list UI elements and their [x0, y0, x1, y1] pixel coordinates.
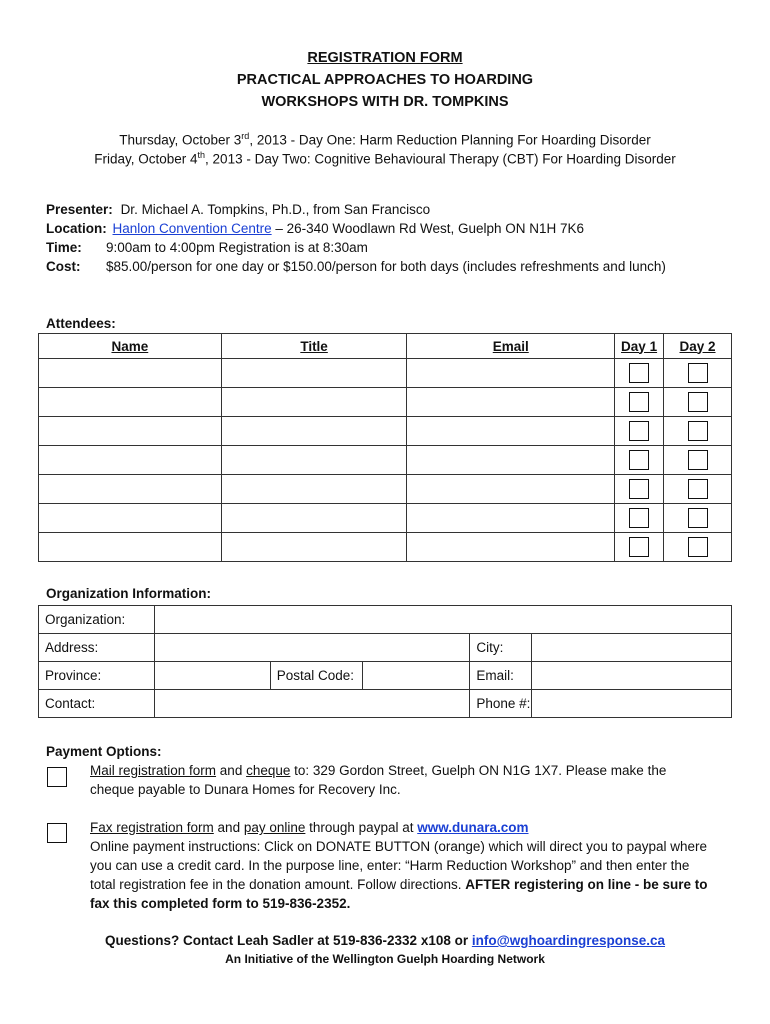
attendee-name-field[interactable]: [39, 446, 222, 475]
dunara-link[interactable]: www.dunara.com: [417, 820, 529, 835]
attendee-row: [39, 417, 732, 446]
attendee-title-field[interactable]: [221, 359, 407, 388]
attendees-label: Attendees:: [46, 316, 116, 331]
column-name: Name: [39, 334, 222, 359]
mail-option-line1: Mail registration form and cheque to: 329 Gordon Street, Guelph ON N1G 1X7. Please make the: [90, 763, 667, 778]
attendee-title-field[interactable]: [221, 475, 407, 504]
day1-checkbox[interactable]: [629, 537, 649, 557]
online-option-line1: Fax registration form and pay online through paypal at www.dunara.com: [90, 820, 529, 835]
mail-payment-checkbox[interactable]: [47, 767, 67, 787]
location-row: Location: Hanlon Convention Centre – 26-340 Woodlawn Rd West, Guelph ON N1H 7K6: [46, 221, 585, 236]
day2-checkbox[interactable]: [688, 363, 708, 383]
online-payment-checkbox[interactable]: [47, 823, 67, 843]
day2-line: Friday, October 4th, 2013 - Day Two: Cognitive Behavioural Therapy (CBT) For Hoarding Disorder: [94, 150, 676, 167]
attendee-title-field[interactable]: [221, 388, 407, 417]
presenter-row: Presenter: Dr. Michael A. Tompkins, Ph.D., from San Francisco: [46, 202, 431, 217]
day1-checkbox[interactable]: [629, 363, 649, 383]
attendee-email-field[interactable]: [407, 504, 615, 533]
day1-checkbox[interactable]: [629, 392, 649, 412]
day1-checkbox[interactable]: [629, 508, 649, 528]
column-title: Title: [221, 334, 407, 359]
time-row: Time: 9:00am to 4:00pm Registration is at 8:30am: [46, 240, 368, 255]
questions-line: Questions? Contact Leah Sadler at 519-836-2332 x108 or info@wghoardingresponse.ca: [104, 933, 666, 948]
attendee-email-field[interactable]: [407, 475, 615, 504]
email-label: Email:: [470, 662, 532, 690]
attendee-row: [39, 504, 732, 533]
organization-label: Organization:: [39, 606, 155, 634]
attendee-email-field[interactable]: [407, 446, 615, 475]
attendee-name-field[interactable]: [39, 388, 222, 417]
address-field[interactable]: [154, 634, 469, 662]
venue-link[interactable]: Hanlon Convention Centre: [112, 221, 272, 236]
online-option-line4: total registration fee in the donation amount. Follow directions. AFTER registering on line - be sure to: [90, 877, 708, 892]
phone-field[interactable]: [532, 690, 732, 718]
form-title: REGISTRATION FORM: [307, 50, 463, 66]
initiative-line: An Initiative of the Wellington Guelph Hoarding Network: [225, 952, 545, 966]
attendee-row: [39, 359, 732, 388]
online-option-line3: you can use a credit card. In the purpose line, enter: “Harm Reduction Workshop” and then enter the: [90, 858, 690, 873]
attendee-name-field[interactable]: [39, 533, 222, 562]
attendee-email-field[interactable]: [407, 359, 615, 388]
attendee-row: [39, 475, 732, 504]
online-option-line5: fax this completed form to 519-836-2352.: [90, 896, 351, 911]
organization-table: [38, 605, 732, 718]
attendee-title-field[interactable]: [221, 446, 407, 475]
workshop-title: PRACTICAL APPROACHES TO HOARDING: [236, 72, 534, 88]
province-label: Province:: [39, 662, 155, 690]
attendee-email-field[interactable]: [407, 417, 615, 446]
address-label: Address:: [39, 634, 155, 662]
cost-row: Cost: $85.00/person for one day or $150.00/person for both days (includes refreshments and lunch): [46, 259, 666, 274]
day2-checkbox[interactable]: [688, 479, 708, 499]
attendees-header-row: [39, 334, 732, 359]
attendee-name-field[interactable]: [39, 417, 222, 446]
day2-checkbox[interactable]: [688, 392, 708, 412]
phone-label: Phone #:: [470, 690, 532, 718]
attendees-table: [38, 333, 732, 562]
online-option-line2: Online payment instructions: Click on DONATE BUTTON (orange) which will direct you to paypal where: [90, 839, 707, 854]
day1-checkbox[interactable]: [629, 421, 649, 441]
province-field[interactable]: [154, 662, 270, 690]
email-field[interactable]: [532, 662, 732, 690]
payment-options-label: Payment Options:: [46, 744, 162, 759]
contact-email-link[interactable]: info@wghoardingresponse.ca: [471, 933, 666, 948]
attendee-row: [39, 533, 732, 562]
organization-field[interactable]: [154, 606, 731, 634]
attendee-name-field[interactable]: [39, 475, 222, 504]
contact-label: Contact:: [39, 690, 155, 718]
attendee-title-field[interactable]: [221, 417, 407, 446]
attendee-name-field[interactable]: [39, 359, 222, 388]
day1-line: Thursday, October 3rd, 2013 - Day One: Harm Reduction Planning For Hoarding Disorder: [119, 131, 651, 148]
column-email: Email: [407, 334, 615, 359]
attendee-row: [39, 446, 732, 475]
day2-checkbox[interactable]: [688, 537, 708, 557]
organization-info-label: Organization Information:: [46, 586, 211, 601]
day1-checkbox[interactable]: [629, 479, 649, 499]
attendee-email-field[interactable]: [407, 388, 615, 417]
city-field[interactable]: [532, 634, 732, 662]
city-label: City:: [470, 634, 532, 662]
mail-option-line2: cheque payable to Dunara Homes for Recovery Inc.: [90, 782, 401, 797]
attendee-title-field[interactable]: [221, 504, 407, 533]
attendee-title-field[interactable]: [221, 533, 407, 562]
postal-code-field[interactable]: [362, 662, 470, 690]
attendee-email-field[interactable]: [407, 533, 615, 562]
column-day2: Day 2: [664, 334, 732, 359]
attendee-row: [39, 388, 732, 417]
workshop-subtitle: WORKSHOPS WITH DR. TOMPKINS: [261, 94, 509, 110]
day2-checkbox[interactable]: [688, 450, 708, 470]
contact-field[interactable]: [154, 690, 469, 718]
day2-checkbox[interactable]: [688, 421, 708, 441]
day2-checkbox[interactable]: [688, 508, 708, 528]
postal-code-label: Postal Code:: [270, 662, 362, 690]
column-day1: Day 1: [615, 334, 664, 359]
day1-checkbox[interactable]: [629, 450, 649, 470]
attendee-name-field[interactable]: [39, 504, 222, 533]
